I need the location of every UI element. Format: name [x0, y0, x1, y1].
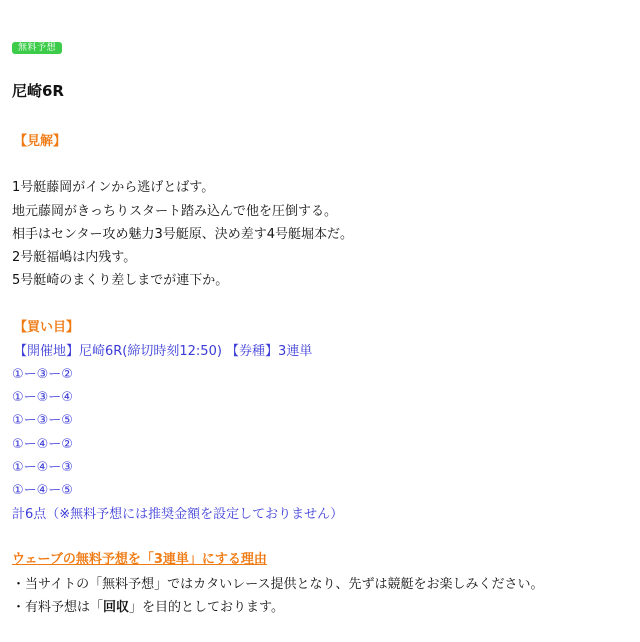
bet-combo: ①ー③ー⑤ [12, 413, 73, 428]
reason-bullet [12, 596, 284, 615]
venue-line: 【開催地】尼崎6R(締切時刻12:50) 【券種】3連単 [14, 344, 313, 359]
page-title: 尼崎6R [12, 82, 64, 100]
analysis-heading: 【見解】 [14, 134, 67, 149]
reason-heading-link[interactable]: ウェーブの無料予想を「3連単」にする理由 [12, 552, 267, 567]
bet-combo: ①ー④ー② [12, 437, 73, 452]
bets-heading: 【買い目】 [14, 320, 80, 335]
free-prediction-badge: 無料予想 [12, 42, 62, 54]
reason-bullet-strong: 回収 [103, 600, 130, 615]
analysis-line: 2号艇福嶋は内残す。 [12, 250, 137, 265]
analysis-line: 相手はセンター攻め魅力3号艇原、決め差す4号艇堀本だ。 [12, 227, 354, 242]
analysis-line: 5号艇崎のまくり差しまでが連下か。 [12, 273, 229, 288]
reason-bullet-suffix: 」を目的としております。 [129, 600, 284, 615]
analysis-line: 地元藤岡がきっちりスタート踏み込んで他を圧倒する。 [12, 204, 338, 219]
bet-total: 計6点（※無料予想には推奨金額を設定しておりません） [12, 507, 344, 522]
bet-combo: ①ー③ー② [12, 367, 73, 382]
bet-combo: ①ー④ー⑤ [12, 483, 73, 498]
bet-combo: ①ー③ー④ [12, 390, 73, 405]
analysis-line: 1号艇藤岡がインから逃げとばす。 [12, 180, 215, 195]
reason-bullet: ・当サイトの「無料予想」ではカタいレース提供となり、先ずは競艇をお楽しみください。 [12, 577, 544, 592]
bet-combo: ①ー④ー③ [12, 460, 73, 475]
reason-bullet-prefix: ・有料予想は「 [12, 600, 104, 615]
